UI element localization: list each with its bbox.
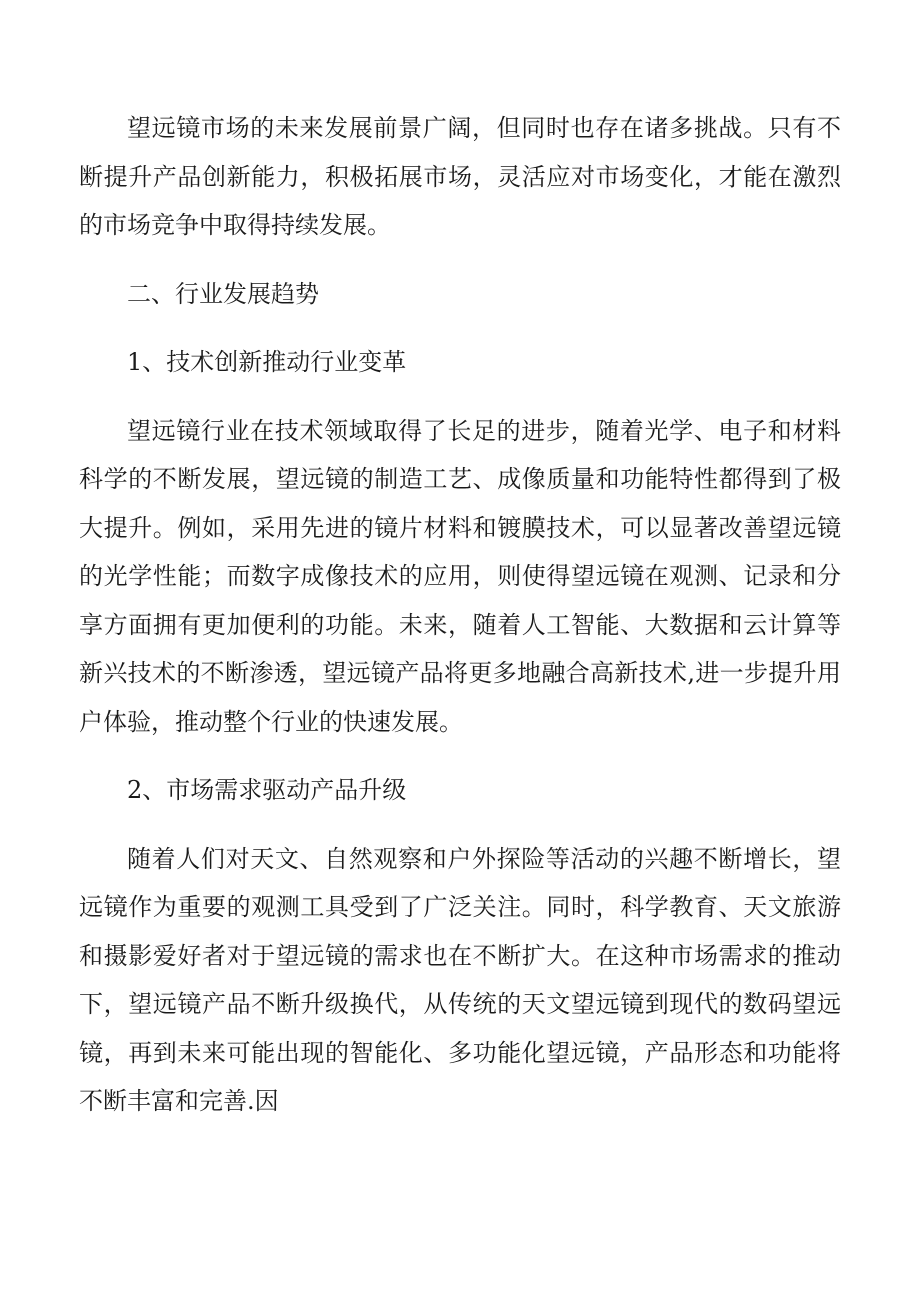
paragraph-spacer	[79, 318, 841, 338]
paragraph-spacer	[79, 746, 841, 766]
section-heading-industry-trends: 二、行业发展趋势	[127, 279, 319, 308]
document-body	[79, 104, 841, 1126]
paragraph-spacer	[79, 387, 841, 407]
subheading-market-demand: 2、市场需求驱动产品升级	[127, 776, 407, 804]
paragraph-spacer	[79, 250, 841, 270]
paragraph-tech-innovation: 望远镜行业在技术领域取得了长足的进步，随着光学、电子和材料科学的不断发展，望远镜的制造工艺、成像质量和功能特性都得到了极大提升。例如，采用先进的镜片材料和镀膜技术，可以显著改善望远镜的光学性能；而数字成像技术的应用，则使得望远镜在观测、记录和分享方面拥有更加便利的功能。未来，随着人工智能、大数据和云计算等新兴技术的不断渗透，望远镜产品将更多地融合高新技术,进一步提升用户体验，推动整个行业的快速发展。	[79, 416, 841, 736]
subheading-tech-innovation: 1、技术创新推动行业变革	[127, 348, 407, 376]
paragraph-market-demand: 随着人们对天文、自然观察和户外探险等活动的兴趣不断增长，望远镜作为重要的观测工具受到了广泛关注。同时，科学教育、天文旅游和摄影爱好者对于望远镜的需求也在不断扩大。在这种市场需求的推动下，望远镜产品不断升级换代，从传统的天文望远镜到现代的数码望远镜，再到未来可能出现的智能化、多功能化望远镜，产品形态和功能将不断丰富和完善.因	[79, 844, 841, 1115]
paragraph-spacer	[79, 815, 841, 835]
paragraph-market-outlook: 望远镜市场的未来发展前景广阔，但同时也存在诸多挑战。只有不断提升产品创新能力，积极拓展市场，灵活应对市场变化，才能在激烈的市场竞争中取得持续发展。	[79, 114, 841, 239]
